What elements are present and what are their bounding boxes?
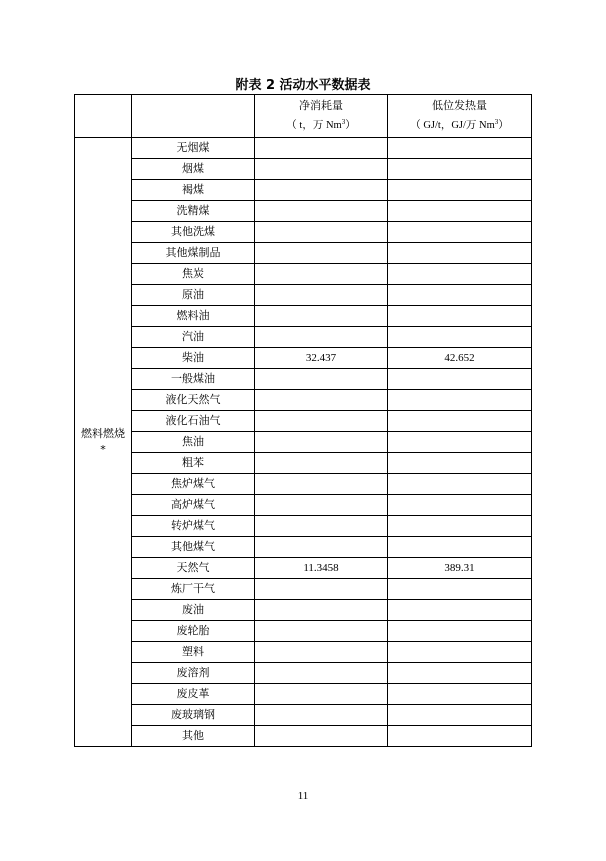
- ncv-cell: [388, 663, 532, 684]
- consumption-cell: [255, 243, 388, 264]
- ncv-cell: [388, 285, 532, 306]
- category-cell: [75, 138, 132, 747]
- consumption-header-label: 净消耗量: [299, 99, 343, 112]
- table-row: [75, 474, 532, 495]
- ncv-cell: [388, 411, 532, 432]
- fuel-name-cell: 废玻璃钢: [132, 705, 255, 726]
- fuel-name-cell: 液化天然气: [132, 390, 255, 411]
- header-cell-fuel: [132, 95, 255, 138]
- ncv-cell: [388, 306, 532, 327]
- consumption-cell: [255, 201, 388, 222]
- table-row: [75, 306, 532, 327]
- ncv-cell: 389.31: [388, 558, 532, 579]
- table-row: [75, 411, 532, 432]
- consumption-cell: [255, 264, 388, 285]
- fuel-name-cell: 塑料: [132, 642, 255, 663]
- fuel-name-cell: 废油: [132, 600, 255, 621]
- consumption-cell: [255, 306, 388, 327]
- ncv-header-label: 低位发热量: [432, 99, 487, 112]
- ncv-cell: [388, 495, 532, 516]
- ncv-cell: [388, 222, 532, 243]
- consumption-cell: [255, 474, 388, 495]
- table-row: [75, 159, 532, 180]
- ncv-cell: [388, 201, 532, 222]
- table-row: [75, 348, 532, 369]
- table-header-row: [75, 95, 532, 138]
- fuel-name-cell: 转炉煤气: [132, 516, 255, 537]
- fuel-name-cell: 无烟煤: [132, 138, 255, 159]
- table-row: [75, 264, 532, 285]
- table-row: [75, 285, 532, 306]
- ncv-cell: [388, 432, 532, 453]
- consumption-header-unit: （ t，万 Nm$^3$）: [286, 118, 356, 131]
- table-row: [75, 138, 532, 159]
- fuel-name-cell: 焦炭: [132, 264, 255, 285]
- table-row: [75, 201, 532, 222]
- ncv-cell: [388, 579, 532, 600]
- fuel-name-cell: 一般煤油: [132, 369, 255, 390]
- consumption-cell: [255, 663, 388, 684]
- table-row: [75, 180, 532, 201]
- table-row: [75, 537, 532, 558]
- table-row: [75, 663, 532, 684]
- fuel-name-cell: 天然气: [132, 558, 255, 579]
- fuel-name-cell: 燃料油: [132, 306, 255, 327]
- ncv-cell: [388, 621, 532, 642]
- consumption-cell: [255, 432, 388, 453]
- table-row: [75, 495, 532, 516]
- consumption-cell: [255, 579, 388, 600]
- consumption-cell: [255, 180, 388, 201]
- fuel-name-cell: 汽油: [132, 327, 255, 348]
- ncv-cell: [388, 138, 532, 159]
- consumption-cell: [255, 138, 388, 159]
- table-row: [75, 705, 532, 726]
- table-title: 附表 2 活动水平数据表: [235, 78, 371, 93]
- page-number: 11: [297, 790, 309, 802]
- fuel-name-cell: 其他煤气: [132, 537, 255, 558]
- table-row: [75, 390, 532, 411]
- header-cell-consumption: [255, 95, 388, 138]
- fuel-name-cell: 柴油: [132, 348, 255, 369]
- table-row: [75, 453, 532, 474]
- consumption-cell: [255, 621, 388, 642]
- consumption-cell: [255, 495, 388, 516]
- table-row: [75, 579, 532, 600]
- table-row: [75, 243, 532, 264]
- fuel-name-cell: 洗精煤: [132, 201, 255, 222]
- ncv-cell: [388, 726, 532, 747]
- category-name: 燃料燃烧: [81, 427, 125, 440]
- fuel-name-cell: 炼厂干气: [132, 579, 255, 600]
- consumption-cell: 32.437: [255, 348, 388, 369]
- fuel-name-cell: 液化石油气: [132, 411, 255, 432]
- consumption-cell: [255, 369, 388, 390]
- consumption-cell: [255, 159, 388, 180]
- ncv-cell: [388, 600, 532, 621]
- fuel-name-cell: 其他: [132, 726, 255, 747]
- ncv-cell: [388, 642, 532, 663]
- table-row: [75, 600, 532, 621]
- fuel-name-cell: 其他煤制品: [132, 243, 255, 264]
- ncv-cell: 42.652: [388, 348, 532, 369]
- ncv-cell: [388, 453, 532, 474]
- consumption-cell: [255, 537, 388, 558]
- consumption-cell: [255, 222, 388, 243]
- ncv-cell: [388, 327, 532, 348]
- ncv-cell: [388, 684, 532, 705]
- ncv-cell: [388, 705, 532, 726]
- fuel-name-cell: 烟煤: [132, 159, 255, 180]
- consumption-cell: [255, 600, 388, 621]
- consumption-cell: [255, 642, 388, 663]
- consumption-cell: 11.3458: [255, 558, 388, 579]
- consumption-cell: [255, 327, 388, 348]
- table-row: [75, 558, 532, 579]
- consumption-cell: [255, 453, 388, 474]
- consumption-cell: [255, 516, 388, 537]
- ncv-cell: [388, 243, 532, 264]
- fuel-name-cell: 褐煤: [132, 180, 255, 201]
- table-row: [75, 222, 532, 243]
- ncv-cell: [388, 264, 532, 285]
- table-row: [75, 684, 532, 705]
- table-row: [75, 369, 532, 390]
- fuel-name-cell: 废皮革: [132, 684, 255, 705]
- fuel-name-cell: 废溶剂: [132, 663, 255, 684]
- ncv-cell: [388, 159, 532, 180]
- table-row: [75, 516, 532, 537]
- fuel-name-cell: 废轮胎: [132, 621, 255, 642]
- consumption-cell: [255, 411, 388, 432]
- consumption-cell: [255, 285, 388, 306]
- table-row: [75, 726, 532, 747]
- ncv-header-unit: （ GJ/t，GJ/万 Nm$^3$）: [410, 118, 509, 131]
- table-row: [75, 621, 532, 642]
- ncv-cell: [388, 516, 532, 537]
- ncv-cell: [388, 474, 532, 495]
- ncv-cell: [388, 180, 532, 201]
- fuel-name-cell: 粗苯: [132, 453, 255, 474]
- fuel-name-cell: 焦油: [132, 432, 255, 453]
- consumption-cell: [255, 726, 388, 747]
- header-cell-category: [75, 95, 132, 138]
- consumption-cell: [255, 705, 388, 726]
- fuel-name-cell: 原油: [132, 285, 255, 306]
- fuel-name-cell: 其他洗煤: [132, 222, 255, 243]
- activity-data-table: [74, 94, 532, 747]
- ncv-cell: [388, 390, 532, 411]
- table-row: [75, 327, 532, 348]
- ncv-cell: [388, 369, 532, 390]
- table-row: [75, 642, 532, 663]
- ncv-cell: [388, 537, 532, 558]
- consumption-cell: [255, 390, 388, 411]
- consumption-cell: [255, 684, 388, 705]
- fuel-name-cell: 焦炉煤气: [132, 474, 255, 495]
- category-mark: *: [100, 443, 106, 456]
- header-cell-ncv: [388, 95, 532, 138]
- table-row: [75, 432, 532, 453]
- fuel-name-cell: 高炉煤气: [132, 495, 255, 516]
